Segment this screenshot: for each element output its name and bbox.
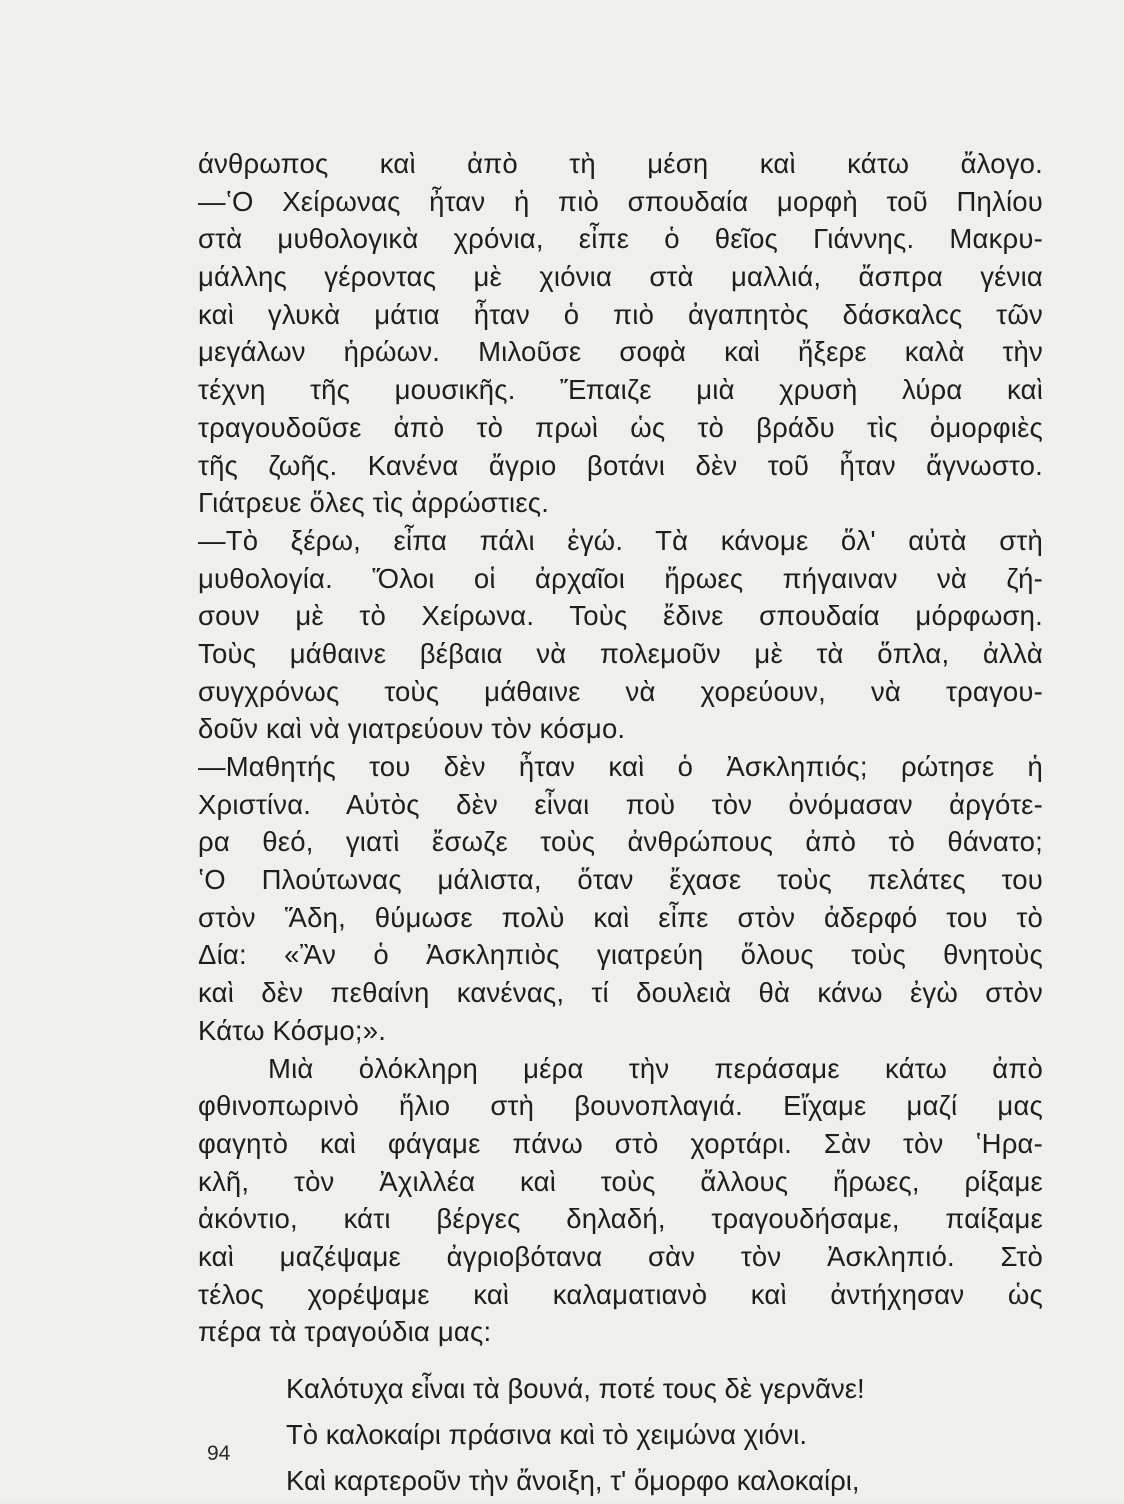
text-line: —ʽΟ Χείρωνας ἦταν ἡ πιὸ σπουδαία μορφὴ τοῦ Πηλίου	[198, 185, 1043, 217]
text-line: κλῆ, τὸν Ἀχιλλέα καὶ τοὺς ἄλλους ἥρωες, ρίξαμε	[198, 1165, 1043, 1197]
text-line: καὶ δὲν πεθαίνη κανένας, τί δουλειὰ θὰ κάνω ἐγὼ στὸν	[198, 977, 1043, 1009]
text-line: —Τὸ ξέρω, εἶπα πάλι ἐγώ. Τὰ κάνομε ὅλ' αὐτὰ στὴ	[198, 524, 1043, 556]
text-line: Γιάτρευε ὅλες τὶς ἀρρώστιες.	[198, 487, 550, 519]
text-line: Τοὺς μάθαινε βέβαια νὰ πολεμοῦν μὲ τὰ ὅπλα, ἀλλὰ	[198, 637, 1043, 669]
text-line: τῆς ζωῆς. Κανένα ἄγριο βοτάνι δὲν τοῦ ἦταν ἄγνωστο.	[198, 449, 1043, 481]
text-line: τραγουδοῦσε ἀπὸ τὸ πρωὶ ὡς τὸ βράδυ τὶς ὀμορφιὲς	[198, 411, 1043, 443]
text-line: φαγητὸ καὶ φάγαμε πάνω στὸ χορτάρι. Σὰν τὸν ʽΗρα-	[198, 1127, 1043, 1159]
text-line: καὶ γλυκὰ μάτια ἦταν ὁ πιὸ ἀγαπητὸς δάσκαλcς τῶν	[198, 298, 1043, 330]
text-line: Δία: «Ἂν ὁ Ἀσκληπιὸς γιατρεύη ὅλους τοὺς θνητοὺς	[198, 939, 1043, 971]
page-number: 94	[207, 1442, 231, 1465]
paragraph-first-line: Μιὰ ὁλόκληρη μέρα τὴν περάσαμε κάτω ἀπὸ	[268, 1052, 1043, 1084]
text-line: πέρα τὰ τραγούδια μας:	[198, 1316, 492, 1348]
verse-line: Καλότυχα εἶναι τὰ βουνά, ποτέ τους δὲ γερνᾶνε!	[286, 1373, 865, 1404]
text-line: ρα θεό, γιατὶ ἔσωζε τοὺς ἀνθρώπους ἀπὸ τὸ θάνατο;	[198, 826, 1043, 858]
text-line: σουν μὲ τὸ Χείρωνα. Τοὺς ἔδινε σπουδαία μόρφωση.	[198, 600, 1043, 632]
verse-line: Καὶ καρτεροῦν τὴν ἄνοιξη, τ' ὄμορφο καλοκαίρι,	[286, 1465, 860, 1496]
text-line: μεγάλων ἡρώων. Μιλοῦσε σοφὰ καὶ ἤξερε καλὰ τὴν	[198, 336, 1043, 368]
text-line: τέλος χορέψαμε καὶ καλαματιανὸ καὶ ἀντήχησαν ὡς	[198, 1278, 1043, 1310]
text-line: ἀκόντιο, κάτι βέργες δηλαδή, τραγουδήσαμε, παίξαμε	[198, 1203, 1043, 1235]
text-line: στὸν Ἅδη, θύμωσε πολὺ καὶ εἶπε στὸν ἀδερφό του τὸ	[198, 901, 1043, 933]
text-line: δοῦν καὶ νὰ γιατρεύουν τὸν κόσμο.	[198, 713, 626, 745]
text-line: Χριστίνα. Αὐτὸς δὲν εἶναι ποὺ τὸν ὀνόμασαν ἀργότε-	[198, 788, 1043, 820]
text-line: μυθολογία. Ὅλοι οἱ ἀρχαῖοι ἥρωες πήγαιναν νὰ ζή-	[198, 562, 1043, 594]
text-line: φθινοπωρινὸ ἥλιο στὴ βουνοπλαγιά. Εἴχαμε μαζί μας	[198, 1090, 1043, 1122]
text-line: καὶ μαζέψαμε ἀγριοβότανα σὰν τὸν Ἀσκληπιό. Στὸ	[198, 1240, 1043, 1272]
text-line: στὰ μυθολογικὰ χρόνια, εἶπε ὁ θεῖος Γιάννης. Μακρυ-	[198, 223, 1043, 255]
text-line: μάλλης γέροντας μὲ χιόνια στὰ μαλλιά, ἄσπρα γένια	[198, 261, 1043, 293]
text-line: συγχρόνως τοὺς μάθαινε νὰ χορεύουν, νὰ τραγου-	[198, 675, 1043, 707]
text-line: Κάτω Κόσμο;».	[198, 1014, 387, 1046]
text-line: —Μαθητής του δὲν ἦταν καὶ ὁ Ἀσκληπιός; ρώτησε ἡ	[198, 751, 1043, 782]
body-text	[198, 145, 1043, 1504]
text-line: ʽΟ Πλούτωνας μάλιστα, ὅταν ἔχασε τοὺς πελάτες του	[198, 864, 1043, 896]
verse-line: Τὸ καλοκαίρι πράσινα καὶ τὸ χειμώνα χιόνι.	[286, 1419, 807, 1450]
text-line: τέχνη τῆς μουσικῆς. Ἔπαιζε μιὰ χρυσὴ λύρα καὶ	[198, 374, 1043, 406]
text-line: άνθρωπος καὶ ἀπὸ τὴ μέση καὶ κάτω ἄλογο.	[198, 148, 1043, 179]
